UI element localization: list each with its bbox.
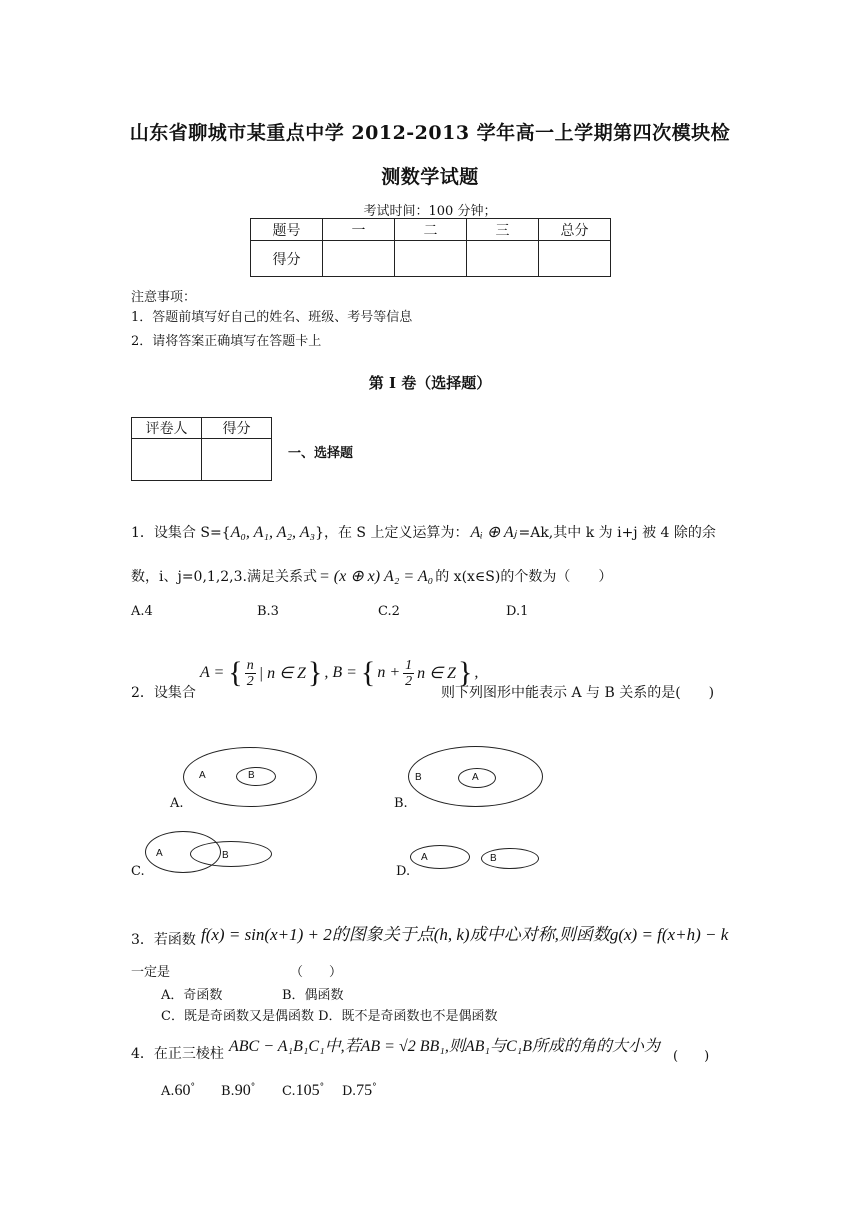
q4-option-letter: C.: [282, 1084, 296, 1099]
venn-b-label-b: B: [415, 772, 422, 783]
q4-option[interactable]: [342, 1082, 377, 1100]
q2-fraction-b-den: 2: [405, 673, 413, 689]
venn-option-a[interactable]: A.: [170, 796, 184, 811]
venn-d-ellipse-a: [410, 845, 470, 869]
q2-fraction-b: [403, 658, 414, 689]
question-1-line1: [131, 522, 716, 542]
q2-set-b-lhs: , B =: [324, 664, 357, 681]
q4-option-value: 75: [356, 1082, 373, 1099]
q4-option[interactable]: [161, 1082, 195, 1100]
q3-paren: （ ）: [290, 965, 343, 980]
q1-set-elements: A₀, A₁, A₂, A₃: [230, 524, 316, 541]
page-title-line1: 山东省聊城市某重点中学 2012-2013 学年高一上学期第四次模块检: [129, 122, 731, 144]
q2-trailing-comma: ,: [474, 664, 479, 681]
q2-set-a-cond: | n ∈ Z: [258, 665, 306, 682]
score-header-cell: 题号: [251, 219, 323, 241]
venn-option-c[interactable]: C.: [131, 864, 145, 879]
right-brace-icon: }: [307, 656, 323, 689]
q4-expression: ABC − A₁B₁C₁中,若AB = √2 BB₁,则AB₁与C₁B所成的角的大小为: [229, 1038, 660, 1055]
q2-set-b-cond: n ∈ Z: [417, 665, 456, 682]
venn-d-label-b: B: [490, 853, 497, 864]
note-item: 2．请将答案正确填写在答题卡上: [131, 334, 322, 349]
left-brace-icon: {: [360, 656, 376, 689]
venn-a-label-a: A: [199, 770, 206, 781]
q1-operation: Aᵢ ⊕ Aⱼ: [470, 524, 517, 541]
degree-icon: °: [319, 1082, 325, 1093]
q4-prefix: 4．在正三棱柱: [131, 1046, 224, 1062]
q3-options-line2[interactable]: C．既是奇函数又是偶函数 D．既不是奇函数也不是偶函数: [161, 1009, 498, 1024]
q1-relation: = (x ⊕ x) A₂ = A₀: [318, 568, 434, 585]
score-cell[interactable]: [395, 241, 467, 277]
q1-option[interactable]: A.4: [131, 604, 153, 619]
q3-line2: 一定是: [131, 965, 171, 980]
q1-line2-prefix: 数，i、j=0,1,2,3.满足关系式: [131, 569, 317, 585]
page-title-line2: 测数学试题: [381, 166, 479, 188]
q1-prefix: 1．设集合 S={: [131, 525, 231, 541]
q3-expression: f(x) = sin(x+1) + 2的图象关于点(h, k)成中心对称,则函数g(x) = f(x+h) − k: [201, 925, 729, 944]
grader-cell[interactable]: [132, 439, 202, 481]
q4-paren: ( ): [673, 1049, 710, 1064]
q2-set-formula: [200, 650, 478, 696]
q2-fraction-a-num: n: [246, 657, 254, 673]
score-header-cell: 二: [395, 219, 467, 241]
degree-icon: °: [250, 1082, 256, 1093]
score-row-label: 得分: [251, 241, 323, 277]
score-header-cell: 一: [323, 219, 395, 241]
venn-a-inner-ellipse: [236, 767, 276, 786]
left-brace-icon: {: [228, 656, 243, 689]
grader-header: 得分: [202, 418, 272, 439]
venn-c-ellipse-b: [190, 841, 272, 867]
venn-b-label-a: A: [472, 772, 479, 783]
right-brace-icon: }: [457, 656, 473, 689]
q2-tail: 则下列图形中能表示 A 与 B 关系的是( ): [441, 685, 715, 701]
grader-cell[interactable]: [202, 439, 272, 481]
q4-option-value: 90: [234, 1082, 251, 1099]
venn-option-d[interactable]: D.: [396, 864, 411, 879]
q4-option-letter: A.: [161, 1084, 175, 1099]
note-item: 1．答题前填写好自己的姓名、班级、考号等信息: [131, 310, 413, 325]
q1-mid: }，在 S 上定义运算为：: [315, 525, 469, 541]
venn-c-label-a: A: [156, 848, 163, 859]
venn-d-label-a: A: [421, 852, 428, 863]
question-1-line2: [131, 566, 612, 586]
degree-icon: °: [190, 1082, 196, 1093]
q2-fraction-a: [245, 658, 256, 689]
score-table: [250, 218, 611, 277]
q2-prefix: 2．设集合: [131, 685, 196, 701]
q1-tail: =Ak,其中 k 为 i+j 被 4 除的余: [518, 525, 716, 541]
q2-set-a-lhs: A =: [200, 664, 225, 681]
q1-option[interactable]: D.1: [506, 604, 529, 619]
q4-option-letter: B.: [221, 1084, 235, 1099]
score-cell[interactable]: [467, 241, 539, 277]
degree-icon: °: [372, 1082, 377, 1093]
q4-option[interactable]: [221, 1082, 255, 1100]
q4-option-value: 60: [174, 1082, 191, 1099]
grader-table: [131, 417, 272, 481]
q4-option[interactable]: [282, 1082, 324, 1100]
q1-line2-tail: 的 x(x∈S)的个数为（ ）: [435, 569, 613, 585]
score-cell[interactable]: [323, 241, 395, 277]
score-cell[interactable]: [539, 241, 611, 277]
notes-heading: 注意事项：: [131, 290, 197, 305]
q2-fraction-b-num: 1: [405, 657, 413, 673]
q1-option[interactable]: B.3: [257, 604, 279, 619]
venn-c-label-b: B: [222, 850, 229, 861]
venn-a-label-b: B: [248, 770, 255, 781]
q4-option-value: 105: [295, 1082, 320, 1099]
q1-option[interactable]: C.2: [378, 604, 400, 619]
part-label: 一、选择题: [288, 446, 354, 461]
q2-fraction-a-den: 2: [246, 673, 254, 689]
score-header-cell: 三: [467, 219, 539, 241]
q2-set-b-n: n +: [377, 664, 401, 681]
q4-option-letter: D.: [342, 1084, 357, 1099]
q3-option[interactable]: B．偶函数: [282, 988, 344, 1003]
exam-time: 考试时间：100 分钟；: [363, 204, 497, 219]
score-header-cell: 总分: [539, 219, 611, 241]
venn-option-b[interactable]: B.: [394, 796, 408, 811]
grader-header: 评卷人: [132, 418, 202, 439]
q3-option[interactable]: A．奇函数: [161, 988, 223, 1003]
section-title: 第 I 卷（选择题）: [368, 374, 492, 392]
q3-prefix: 3．若函数: [131, 932, 196, 948]
